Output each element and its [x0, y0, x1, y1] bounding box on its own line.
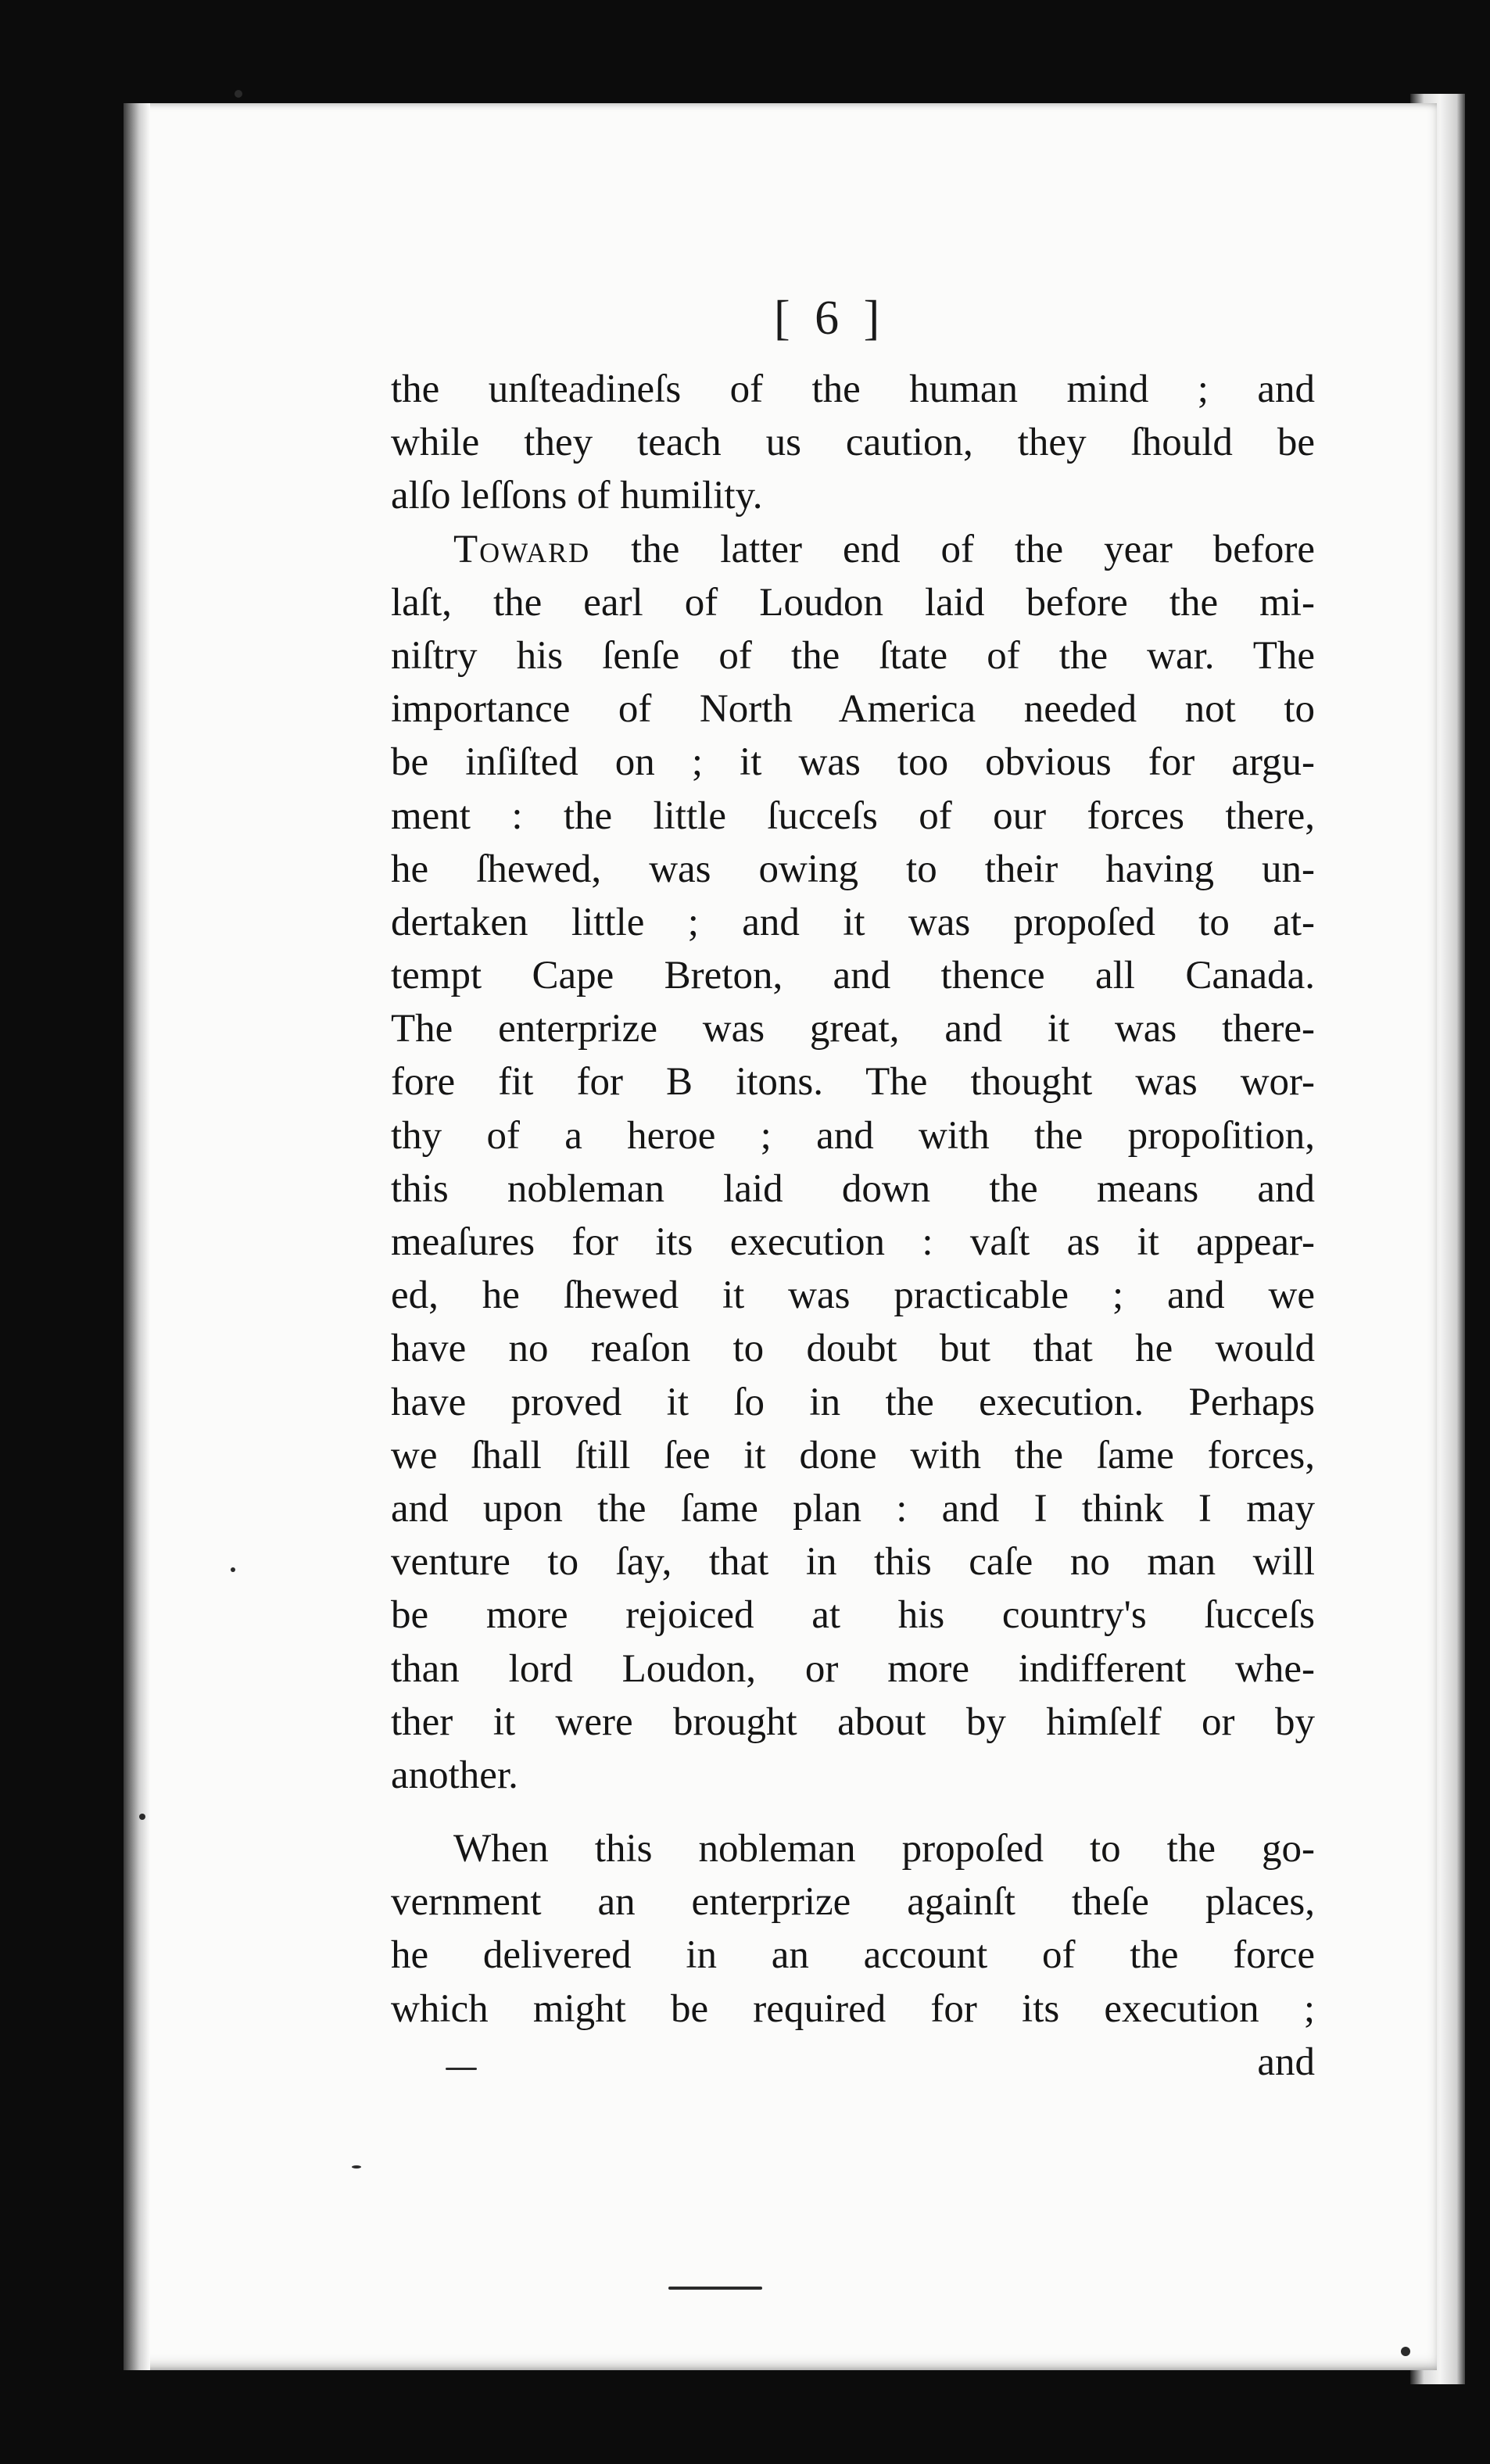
text-line: this nobleman laid down the means and [391, 1166, 1315, 1211]
text-line: ther it were brought about by himſelf or by [391, 1699, 1315, 1744]
text-line: venture to ſay, that in this caſe no man will [391, 1540, 1315, 1585]
text-line: he ſhewed, was owing to their having un- [391, 847, 1315, 891]
body-text [391, 363, 1315, 2089]
scan-speck [352, 2165, 361, 2169]
text-line: be inſiſted on ; it was too obvious for argu- [391, 740, 1315, 785]
text-line: meaſures for its execution : vaſt as it appear- [391, 1220, 1315, 1264]
text-line: the latter end of the year before [631, 527, 1315, 571]
page-gutter-shadow [124, 103, 150, 2370]
text-line: tempt Cape Breton, and thence all Canada. [391, 954, 1315, 998]
text-line: ment : the little ſucceſs of our forces there, [391, 793, 1315, 838]
catchword: and [1257, 2040, 1315, 2084]
text-line: which might be required for its execution ; [391, 1986, 1315, 2031]
paragraph-first-line [391, 523, 1315, 576]
text-line: we ſhall ſtill ſee it done with the ſame forces, [391, 1433, 1315, 1477]
text-line: dertaken little ; and it was propoſed to at- [391, 900, 1315, 944]
scan-speck [668, 2287, 762, 2290]
text-line: be more rejoiced at his country's ſucceſs [391, 1593, 1315, 1638]
text-line: have no reaſon to doubt but that he would [391, 1327, 1315, 1371]
text-line: he delivered in an account of the force [391, 1933, 1315, 1978]
text-line: fore fit for B itons. The thought was wor- [391, 1060, 1315, 1105]
scan-speck [1401, 2347, 1410, 2356]
text-line: than lord Loudon, or more indifferent whe- [391, 1646, 1315, 1691]
text-line: importance of North America needed not to [391, 687, 1315, 732]
scan-speck [231, 1567, 235, 1572]
paragraph-first-line: When this nobleman propoſed to the go- [453, 1827, 1315, 1871]
text-line: ed, he ſhewed it was practicable ; and we [391, 1273, 1315, 1318]
scan-speck [235, 90, 242, 98]
text-line: and upon the ſame plan : and I think I may [391, 1486, 1315, 1531]
paragraph-lead-word: Toward [453, 527, 591, 571]
text-line: another. [391, 1753, 518, 1797]
text-line: The enterprize was great, and it was there- [391, 1007, 1315, 1051]
text-line: laſt, the earl of Loudon laid before the mi- [391, 580, 1315, 625]
scan-speck [139, 1814, 145, 1820]
text-line: have proved it ſo in the execution. Perhaps [391, 1380, 1315, 1424]
text-line: the unſteadineſs of the human mind ; and [391, 367, 1315, 411]
page-number: [ 6 ] [774, 292, 886, 345]
text-line: thy of a heroe ; and with the propoſition, [391, 1113, 1315, 1158]
text-line: vernment an enterprize againſt theſe places, [391, 1880, 1315, 1925]
text-line: while they teach us caution, they ſhould be [391, 421, 1315, 465]
text-line: niſtry his ſenſe of the ſtate of the war. The [391, 633, 1315, 678]
text-line: alſo leſſons of humility. [391, 474, 763, 518]
paragraph-gap [391, 1802, 1315, 1822]
scan-speck [446, 2068, 477, 2070]
